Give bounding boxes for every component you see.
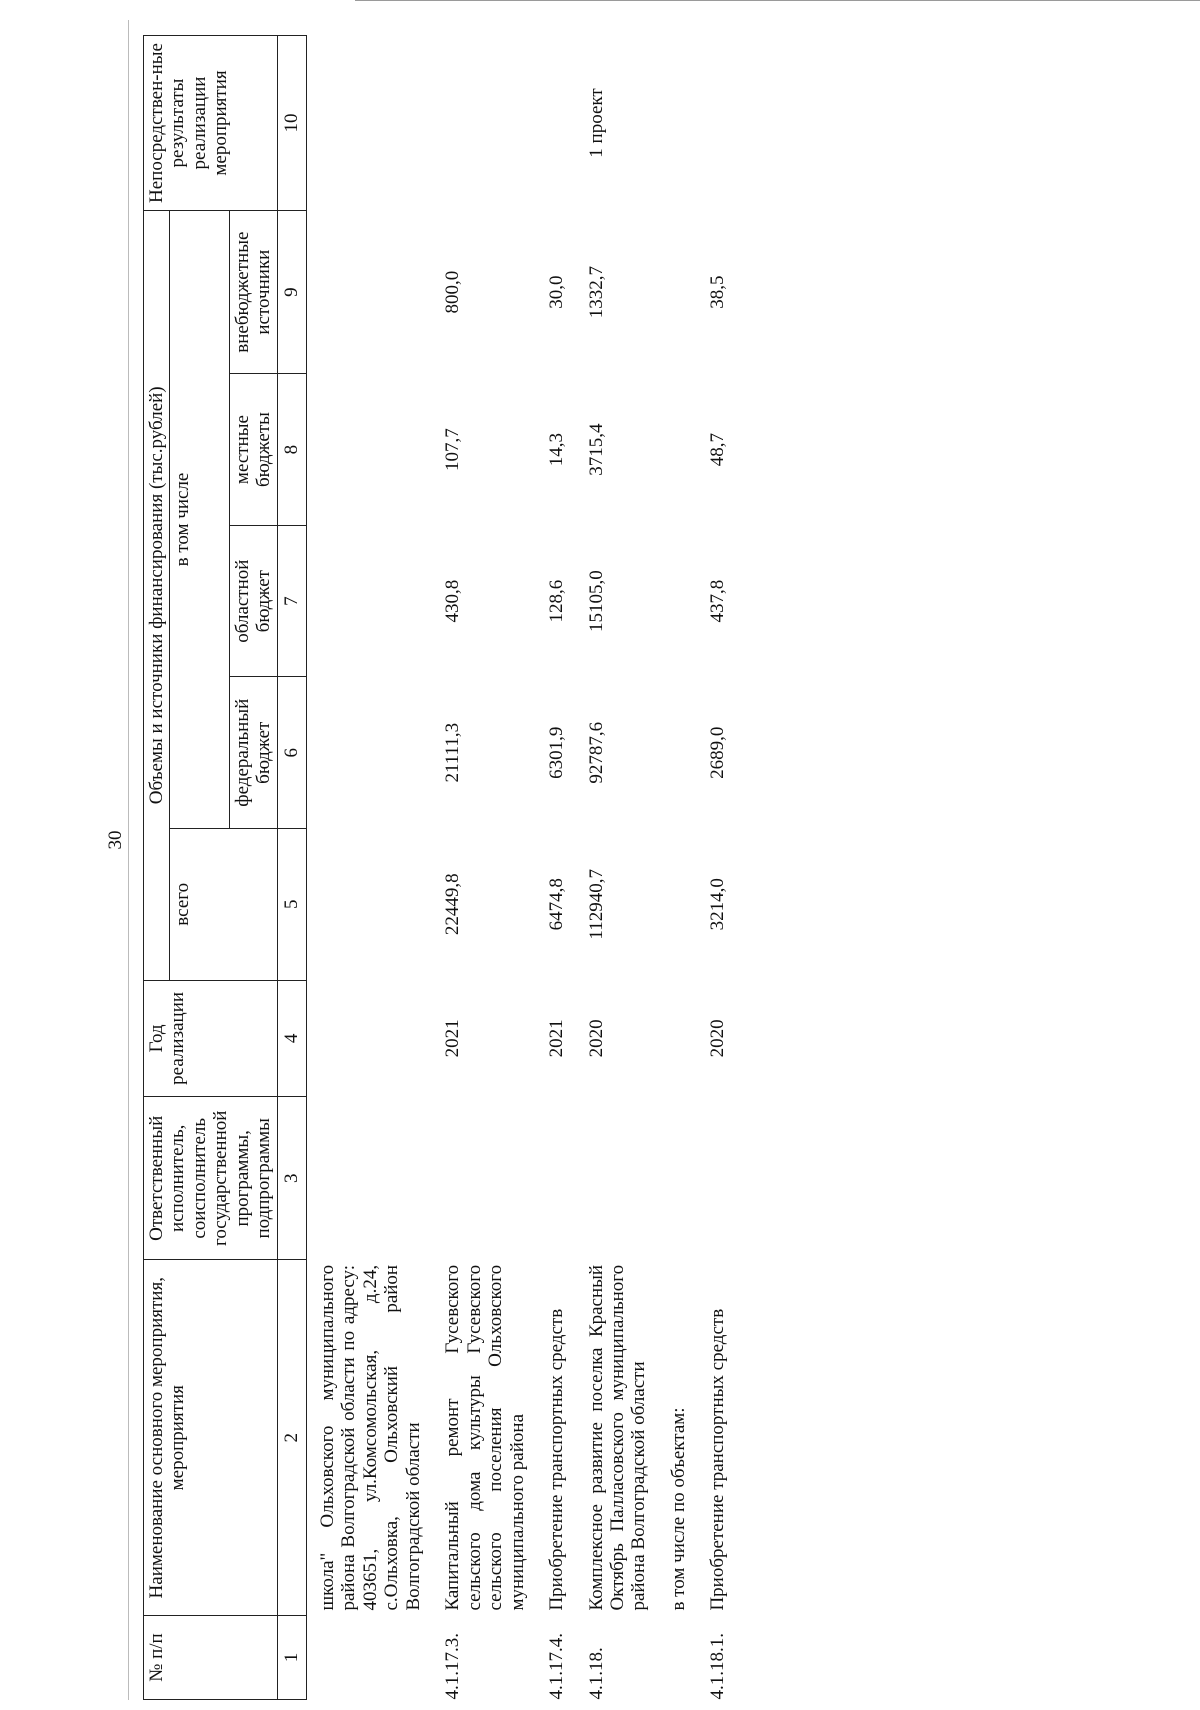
total-value: 6474,8 bbox=[546, 878, 568, 931]
result bbox=[536, 36, 575, 211]
extrabudget-value: 800,0 bbox=[442, 270, 464, 314]
year: 2020 bbox=[707, 1019, 729, 1058]
header-year: Год реализации bbox=[144, 980, 278, 1097]
column-number: 10 bbox=[277, 36, 306, 211]
left-edge-line bbox=[128, 20, 129, 1700]
result bbox=[432, 36, 536, 211]
regional-value: 128,6 bbox=[546, 579, 568, 623]
row-number: 4.1.18.1. bbox=[707, 1633, 729, 1700]
activities-table bbox=[143, 35, 737, 1700]
activities-table-container bbox=[143, 35, 1153, 1700]
table-row bbox=[306, 36, 432, 1700]
responsible bbox=[306, 1097, 432, 1260]
result bbox=[306, 36, 432, 211]
activity-name: Капитальный ремонт Гусевского сельского дома культуры Гусевского сельского поселения Ольховского муниципального района bbox=[442, 1264, 528, 1611]
activity-name: школа" Ольховского муниципального района Волгоградской области по адресу: 403651, ул.Комсомольская, д.24, с.Ольховка, Ольховский район Волгоградской области bbox=[316, 1264, 424, 1611]
header-regional: областной бюджет bbox=[229, 525, 277, 677]
row-number: 4.1.17.4. bbox=[546, 1633, 568, 1700]
result bbox=[697, 36, 736, 211]
local-value: 3715,4 bbox=[585, 423, 607, 476]
total-value: 112940,7 bbox=[585, 869, 607, 940]
table-row bbox=[697, 36, 736, 1700]
row-number: 4.1.18. bbox=[585, 1647, 607, 1700]
column-number: 3 bbox=[277, 1097, 306, 1260]
column-number: 4 bbox=[277, 980, 306, 1097]
year: 2021 bbox=[442, 1019, 464, 1058]
extrabudget-value bbox=[306, 211, 432, 374]
federal-value: 21111,3 bbox=[442, 722, 464, 783]
regional-value: 430,8 bbox=[442, 579, 464, 623]
federal-value bbox=[306, 677, 432, 829]
year bbox=[306, 980, 432, 1097]
header-total: всего bbox=[170, 829, 277, 981]
table-row bbox=[536, 36, 575, 1700]
header-extrabudget: внебюджетные источники bbox=[229, 211, 277, 374]
year: 2020 bbox=[585, 1019, 607, 1058]
result: 1 проект bbox=[585, 88, 607, 158]
table-row bbox=[576, 36, 698, 1700]
responsible bbox=[576, 1097, 698, 1260]
year: 2021 bbox=[546, 1019, 568, 1058]
column-number-row bbox=[277, 36, 306, 1700]
regional-value bbox=[306, 525, 432, 677]
extrabudget-value: 30,0 bbox=[546, 275, 568, 309]
column-number: 1 bbox=[277, 1616, 306, 1700]
header-federal: федеральный бюджет bbox=[229, 677, 277, 829]
column-number: 6 bbox=[277, 677, 306, 829]
local-value: 107,7 bbox=[442, 428, 464, 471]
table-header bbox=[144, 36, 307, 1700]
total-value bbox=[306, 829, 432, 981]
header-local: местные бюджеты bbox=[229, 374, 277, 526]
total-value: 3214,0 bbox=[707, 878, 729, 931]
header-name: Наименование основного мероприятия, мероприятия bbox=[144, 1260, 278, 1616]
header-responsible: Ответственный исполнитель, соисполнитель государственной программы, подпрограммы bbox=[144, 1097, 278, 1260]
extrabudget-value: 38,5 bbox=[707, 275, 729, 309]
local-value: 14,3 bbox=[546, 432, 568, 467]
activity-name-cell bbox=[576, 1260, 698, 1616]
table-row bbox=[432, 36, 536, 1700]
row-number bbox=[306, 1616, 432, 1700]
header-results: Непосредствен-ные результаты реализации мероприятия bbox=[144, 36, 278, 211]
column-number: 5 bbox=[277, 829, 306, 981]
column-number: 2 bbox=[277, 1260, 306, 1616]
activity-name: Приобретение транспортных средств bbox=[707, 1308, 729, 1611]
responsible bbox=[432, 1097, 536, 1260]
page-number: 30 bbox=[105, 830, 126, 850]
regional-value: 437,8 bbox=[707, 579, 729, 623]
total-value: 22449,8 bbox=[442, 873, 464, 936]
row-number: 4.1.17.3. bbox=[442, 1633, 464, 1700]
responsible bbox=[536, 1097, 575, 1260]
column-number: 9 bbox=[277, 211, 306, 374]
top-edge-line bbox=[355, 0, 1200, 1]
column-number: 7 bbox=[277, 525, 306, 677]
header-funding: Объемы и источники финансирования (тыс.рублей) bbox=[144, 211, 170, 981]
table-body bbox=[306, 36, 737, 1700]
extrabudget-value: 1332,7 bbox=[585, 266, 607, 319]
federal-value: 92787,6 bbox=[585, 721, 607, 784]
federal-value: 6301,9 bbox=[546, 726, 568, 779]
regional-value: 15105,0 bbox=[585, 570, 607, 633]
activity-name: Приобретение транспортных средств bbox=[546, 1308, 568, 1611]
header-num: № п/п bbox=[144, 1616, 278, 1700]
responsible bbox=[697, 1097, 736, 1260]
local-value: 48,7 bbox=[707, 432, 729, 467]
local-value bbox=[306, 374, 432, 526]
column-number: 8 bbox=[277, 374, 306, 526]
federal-value: 2689,0 bbox=[707, 726, 729, 779]
activity-name: Комплексное развитие поселка Красный Октябрь Палласовского муниципального района Волгоградской области bbox=[585, 1264, 650, 1611]
objects-note: в том числе по объектам: bbox=[667, 1407, 689, 1611]
header-including: в том числе bbox=[170, 211, 229, 829]
